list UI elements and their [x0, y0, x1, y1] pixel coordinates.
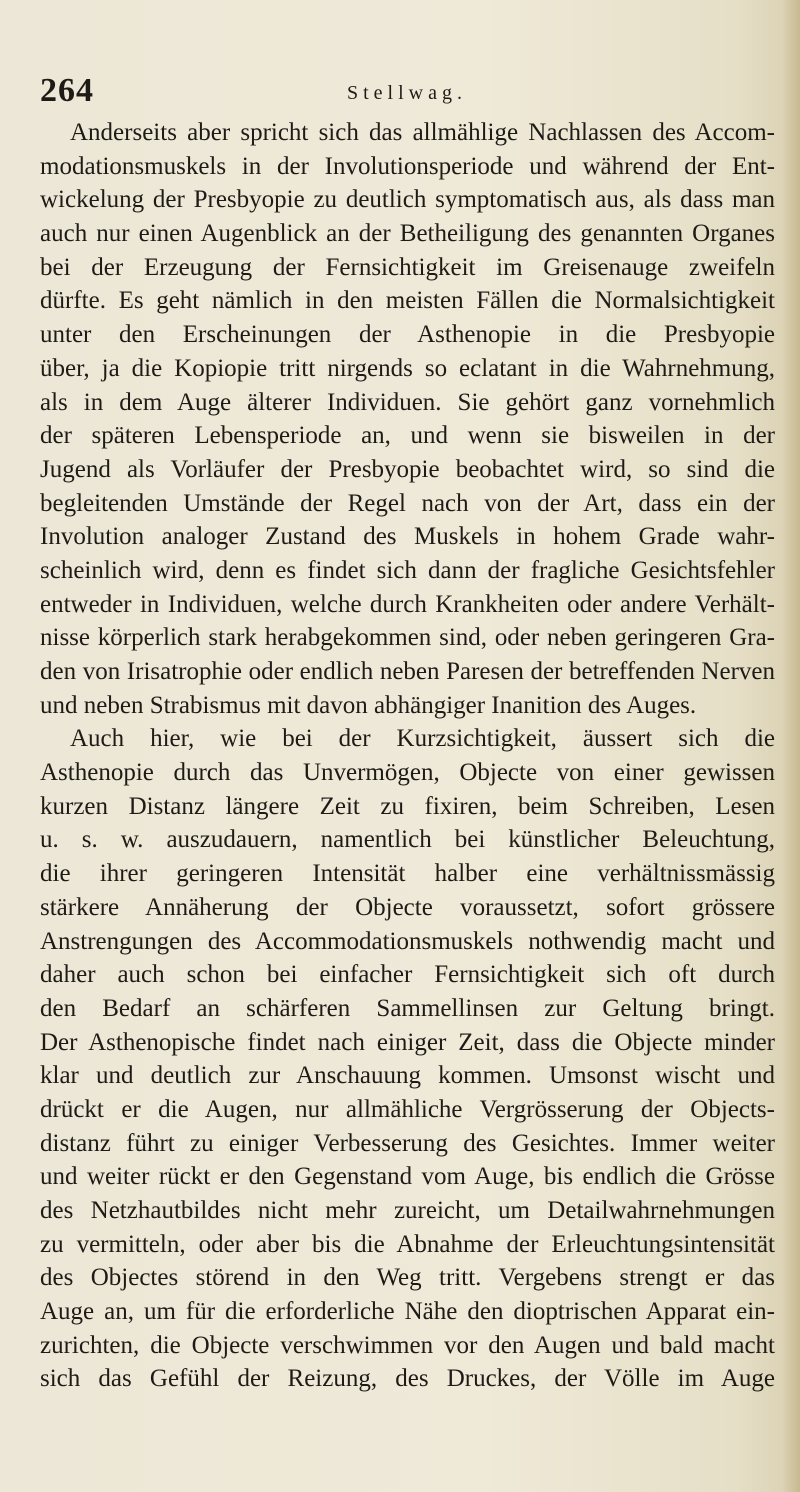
- text-line: Jugend als Vorläufer der Presbyopie beobachtet wird, so sind die: [40, 455, 775, 483]
- text-line: zu vermitteln, oder aber bis die Abnahme der Erleuchtungsintensität: [40, 1230, 775, 1258]
- page-edge-shadow: [782, 0, 800, 1492]
- text-line: den von Irisatrophie oder endlich neben Paresen der betreffenden Nerven: [40, 658, 775, 685]
- page-number: 264: [40, 72, 94, 109]
- text-line: kurzen Distanz längere Zeit zu fixiren, beim Schreiben, Lesen: [40, 792, 775, 820]
- text-line: u. s. w. auszudauern, namentlich bei künstlicher Beleuchtung,: [40, 826, 775, 854]
- text-line: unter den Erscheinungen der Asthenopie in die Presbyopie: [40, 321, 775, 349]
- text-line: auch nur einen Augenblick an der Betheiligung des genannten Organes: [40, 220, 775, 248]
- text-line: Auge an, um für die erforderliche Nähe den dioptrischen Apparat ein-: [40, 1298, 775, 1326]
- text-line: bei der Erzeugung der Fernsichtigkeit im Greisenauge zweifeln: [40, 253, 775, 281]
- text-line: Anderseits aber spricht sich das allmählige Nachlassen des Accom-: [70, 119, 775, 146]
- text-line: distanz führt zu einiger Verbesserung des Gesichtes. Immer weiter: [40, 1129, 775, 1157]
- text-line: die ihrer geringeren Intensität halber eine verhältnissmässig: [40, 860, 775, 888]
- text-line: stärkere Annäherung der Objecte voraussetzt, sofort grössere: [40, 893, 775, 921]
- text-line: daher auch schon bei einfacher Fernsichtigkeit sich oft durch: [40, 961, 775, 989]
- text-line: den Bedarf an schärferen Sammellinsen zur Geltung bringt.: [40, 994, 775, 1022]
- running-head-author: Stellwag.: [347, 82, 467, 104]
- text-line: klar und deutlich zur Anschauung kommen. Umsonst wischt und: [40, 1062, 775, 1090]
- text-line: sich das Gefühl der Reizung, des Druckes, der Völle im Auge: [40, 1365, 775, 1393]
- text-line: Asthenopie durch das Unvermögen, Objecte von einer gewissen: [40, 759, 775, 787]
- text-line: entweder in Individuen, welche durch Krankheiten oder andere Verhält-: [40, 590, 775, 618]
- text-line: der späteren Lebensperiode an, und wenn sie bisweilen in der: [40, 422, 775, 450]
- text-line: scheinlich wird, denn es findet sich dann der fragliche Gesichtsfehler: [40, 556, 775, 584]
- text-line: und weiter rückt er den Gegenstand vom Auge, bis endlich die Grösse: [40, 1163, 775, 1191]
- body-text: [40, 116, 775, 1396]
- text-line: modationsmuskels in der Involutionsperiode und während der Ent-: [40, 152, 775, 180]
- text-line: begleitenden Umstände der Regel nach von der Art, dass ein der: [40, 489, 775, 517]
- text-line: wickelung der Presbyopie zu deutlich symptomatisch aus, als dass man: [40, 186, 775, 214]
- text-line: des Objectes störend in den Weg tritt. Vergebens strengt er das: [40, 1264, 775, 1292]
- text-line: und neben Strabismus mit davon abhängiger Inanition des Auges.: [40, 691, 697, 719]
- text-line: zurichten, die Objecte verschwimmen vor den Augen und bald macht: [40, 1331, 775, 1359]
- text-line: über, ja die Kopiopie tritt nirgends so eclatant in die Wahrnehmung,: [40, 354, 775, 382]
- text-line: nisse körperlich stark herabgekommen sind, oder neben geringeren Gra-: [40, 624, 775, 652]
- text-line: drückt er die Augen, nur allmähliche Vergrösserung der Objects-: [40, 1095, 775, 1123]
- text-line: Der Asthenopische findet nach einiger Zeit, dass die Objecte minder: [40, 1028, 775, 1056]
- text-line: als in dem Auge älterer Individuen. Sie gehört ganz vornehmlich: [40, 388, 775, 416]
- text-line: Auch hier, wie bei der Kurzsichtigkeit, äussert sich die: [70, 725, 775, 753]
- text-line: Anstrengungen des Accommodationsmuskels nothwendig macht und: [40, 927, 775, 955]
- text-line: Involution analoger Zustand des Muskels in hohem Grade wahr-: [40, 523, 775, 551]
- text-line: dürfte. Es geht nämlich in den meisten Fällen die Normalsichtigkeit: [40, 287, 775, 315]
- text-line: des Netzhautbildes nicht mehr zureicht, um Detailwahrnehmungen: [40, 1197, 775, 1224]
- running-head: [40, 70, 680, 110]
